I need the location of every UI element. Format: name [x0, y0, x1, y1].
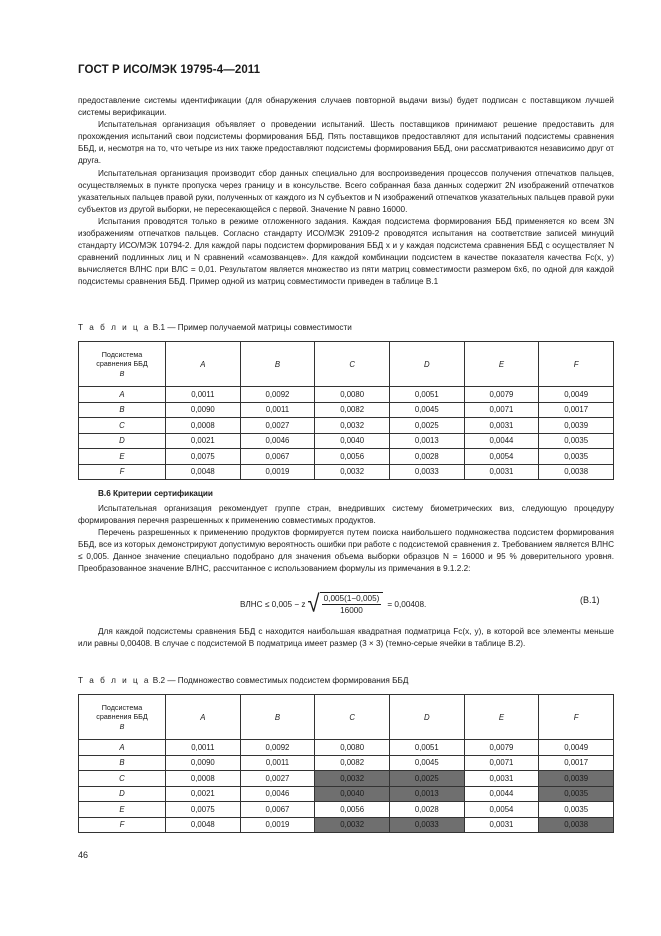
- table-cell: 0,0027: [240, 771, 315, 787]
- formula-number: (В.1): [580, 595, 600, 605]
- body-text-middle: [78, 503, 614, 576]
- column-header: C: [315, 342, 390, 387]
- table-cell: 0,0045: [389, 402, 464, 418]
- table-cell: 0,0071: [464, 402, 539, 418]
- table1-header-row: [79, 342, 614, 387]
- column-header: D: [389, 695, 464, 740]
- row-label: A: [79, 387, 166, 403]
- table-cell: 0,0082: [315, 402, 390, 418]
- row-label: C: [79, 418, 166, 434]
- document-header: ГОСТ Р ИСО/МЭК 19795-4—2011: [78, 64, 261, 76]
- row-label: D: [79, 786, 166, 802]
- table-cell: 0,0090: [166, 755, 241, 771]
- formula-denominator: 16000: [340, 606, 363, 615]
- row-label: F: [79, 817, 166, 833]
- table-cell: 0,0049: [539, 740, 614, 756]
- table-cell: 0,0035: [539, 802, 614, 818]
- table-row: [79, 802, 614, 818]
- table-cell: 0,0044: [464, 786, 539, 802]
- table-cell: 0,0038: [539, 817, 614, 833]
- table-cell: 0,0067: [240, 802, 315, 818]
- table-cell: 0,0080: [315, 740, 390, 756]
- table-cell: 0,0019: [240, 464, 315, 480]
- table2-caption: [78, 676, 408, 685]
- column-header: E: [464, 695, 539, 740]
- table-cell: 0,0035: [539, 433, 614, 449]
- table-cell: 0,0008: [166, 771, 241, 787]
- table-cell: 0,0027: [240, 418, 315, 434]
- table-cell: 0,0021: [166, 786, 241, 802]
- table-cell: 0,0044: [464, 433, 539, 449]
- paragraph: Испытательная организация объявляет о проведении испытаний. Шесть поставщиков принимают решение предоставить для прохождения испытаний свои подсистемы формирования ББД. Пять поставщиков предоставляют для испытаний подсистемы сравнения ББД, и, несмотря на то, что четыре из них также предоставляют подсистемы формирования ББД, они рассматриваются независимо друг от друга.: [78, 120, 614, 166]
- table-cell: 0,0011: [166, 387, 241, 403]
- compatible-subset-table: [78, 694, 614, 833]
- column-header: F: [539, 695, 614, 740]
- table-cell: 0,0046: [240, 786, 315, 802]
- table-cell: 0,0025: [389, 771, 464, 787]
- table-cell: 0,0038: [539, 464, 614, 480]
- table-cell: 0,0032: [315, 418, 390, 434]
- table-cell: 0,0028: [389, 449, 464, 465]
- table-cell: 0,0031: [464, 418, 539, 434]
- body-text-top: [78, 95, 614, 289]
- paragraph: Испытательная организация производит сбор данных специально для воспроизведения процессов получения отпечатков пальцев, осуществляемых в пункте пропуска через границу и в консульстве. Всего собранная база данных содержит 2N изображений отпечатков указательных пальцев правой руки, полученных от каждого из N субъектов и N изображений отпечатков указательных пальцев правой руки субъектов из другой выборки, не пересекающейся с первой. Значение N равно 16000.: [78, 168, 614, 214]
- table-cell: 0,0032: [315, 771, 390, 787]
- radical-sign-icon: √: [307, 589, 320, 618]
- table2-caption-prefix: Т а б л и ц а: [78, 676, 151, 685]
- column-header: A: [166, 342, 241, 387]
- table-cell: 0,0079: [464, 387, 539, 403]
- table-cell: 0,0039: [539, 418, 614, 434]
- table-cell: 0,0033: [389, 817, 464, 833]
- table-cell: 0,0032: [315, 817, 390, 833]
- corner-line-2: сравнения ББД: [96, 712, 148, 722]
- table1-caption-text: В.1 — Пример получаемой матрицы совместимости: [150, 323, 352, 332]
- table-cell: 0,0031: [464, 771, 539, 787]
- table-cell: 0,0008: [166, 418, 241, 434]
- table-cell: 0,0082: [315, 755, 390, 771]
- table-cell: 0,0013: [389, 433, 464, 449]
- table-cell: 0,0075: [166, 802, 241, 818]
- table-row: [79, 433, 614, 449]
- row-label: E: [79, 802, 166, 818]
- table-cell: 0,0031: [464, 464, 539, 480]
- table2-caption-text: В.2 — Подмножество совместимых подсистем формирования ББД: [150, 676, 409, 685]
- compatibility-table: [78, 341, 614, 480]
- table2-corner-cell: [79, 695, 166, 740]
- table1-caption-prefix: Т а б л и ц а: [78, 323, 151, 332]
- table-cell: 0,0028: [389, 802, 464, 818]
- table-cell: 0,0045: [389, 755, 464, 771]
- column-header: E: [464, 342, 539, 387]
- table-cell: 0,0040: [315, 786, 390, 802]
- table-row: [79, 464, 614, 480]
- table-cell: 0,0051: [389, 740, 464, 756]
- table-row: [79, 387, 614, 403]
- page-number: 46: [78, 850, 89, 860]
- table-row: [79, 817, 614, 833]
- table-cell: 0,0035: [539, 449, 614, 465]
- paragraph: Перечень разрешенных к применению продуктов формируется путем поиска наибольшего подмножества подсистем формирования ББД, все из которых демонстрируют допустимую вероятность ошибки при работе с подсистемой сравнения z. Требованием является ВЛНС ≤ 0,005. Данное значение специально подобрано для значения объема выборки образцов N = 16000 и 95 % доверительного уровня. Преобразованное значение ВЛНС, рассчитанное с использованием формулы из примечания в 9.1.2.2:: [78, 528, 614, 574]
- table-cell: 0,0035: [539, 786, 614, 802]
- table-cell: 0,0075: [166, 449, 241, 465]
- formula-fraction: [320, 592, 384, 616]
- table-cell: 0,0013: [389, 786, 464, 802]
- table-cell: 0,0092: [240, 387, 315, 403]
- row-label: B: [79, 402, 166, 418]
- table-cell: 0,0079: [464, 740, 539, 756]
- paragraph: Испытательная организация рекомендует группе стран, внедривших систему биометрических виз, следующую процедуру формирования перечня разрешенных к применению совместимых продуктов.: [78, 504, 614, 526]
- table-row: [79, 449, 614, 465]
- table-row: [79, 755, 614, 771]
- row-label: C: [79, 771, 166, 787]
- column-header: A: [166, 695, 241, 740]
- table-cell: 0,0021: [166, 433, 241, 449]
- table-cell: 0,0048: [166, 817, 241, 833]
- formula-rhs: = 0,00408.: [387, 599, 427, 609]
- table-cell: 0,0032: [315, 464, 390, 480]
- table-row: [79, 771, 614, 787]
- table-row: [79, 402, 614, 418]
- table-cell: 0,0019: [240, 817, 315, 833]
- table-cell: 0,0011: [166, 740, 241, 756]
- table-cell: 0,0033: [389, 464, 464, 480]
- row-label: E: [79, 449, 166, 465]
- table-cell: 0,0040: [315, 433, 390, 449]
- body-text-after-formula: [78, 626, 614, 650]
- corner-line-3: B: [119, 721, 125, 731]
- table-cell: 0,0067: [240, 449, 315, 465]
- table-cell: 0,0031: [464, 817, 539, 833]
- table-cell: 0,0046: [240, 433, 315, 449]
- formula-numerator: 0,005(1−0,005): [323, 594, 380, 603]
- table-cell: 0,0090: [166, 402, 241, 418]
- table-cell: 0,0017: [539, 402, 614, 418]
- section-heading: В.6 Критерии сертификации: [98, 489, 213, 498]
- row-label: A: [79, 740, 166, 756]
- table-row: [79, 786, 614, 802]
- row-label: B: [79, 755, 166, 771]
- corner-line-1: Подсистема: [101, 349, 143, 359]
- column-header: D: [389, 342, 464, 387]
- table-cell: 0,0056: [315, 449, 390, 465]
- table-cell: 0,0056: [315, 802, 390, 818]
- table-cell: 0,0048: [166, 464, 241, 480]
- table-row: [79, 740, 614, 756]
- column-header: B: [240, 342, 315, 387]
- row-label: D: [79, 433, 166, 449]
- table-cell: 0,0049: [539, 387, 614, 403]
- formula-b1: [240, 589, 427, 618]
- corner-line-3: B: [119, 368, 125, 378]
- table1-corner-cell: [79, 342, 166, 387]
- column-header: F: [539, 342, 614, 387]
- column-header: C: [315, 695, 390, 740]
- column-header: B: [240, 695, 315, 740]
- paragraph: Для каждой подсистемы сравнения ББД c находится наибольшая квадратная подматрица Fc(x, y), в которой все элементы меньше или равны 0,00408. В случае с подсистемой B подматрица имеет размер (3 × 3) (темно-серые ячейки в таблице В.2).: [78, 627, 614, 649]
- table-cell: 0,0011: [240, 402, 315, 418]
- table-cell: 0,0054: [464, 449, 539, 465]
- paragraph: предоставление системы идентификации (для обнаружения случаев повторной выдачи визы) будет подписан с поставщиком лучшей системы верификации.: [78, 96, 614, 118]
- table-cell: 0,0092: [240, 740, 315, 756]
- formula-sqrt: [307, 589, 384, 618]
- corner-line-2: сравнения ББД: [96, 359, 148, 369]
- corner-line-1: Подсистема: [101, 702, 143, 712]
- table-cell: 0,0011: [240, 755, 315, 771]
- table-cell: 0,0039: [539, 771, 614, 787]
- table-cell: 0,0071: [464, 755, 539, 771]
- table-cell: 0,0080: [315, 387, 390, 403]
- table2-header-row: [79, 695, 614, 740]
- formula-lhs: ВЛНС ≤ 0,005 − z: [240, 599, 306, 609]
- table-cell: 0,0051: [389, 387, 464, 403]
- table-cell: 0,0017: [539, 755, 614, 771]
- table-cell: 0,0054: [464, 802, 539, 818]
- table-cell: 0,0025: [389, 418, 464, 434]
- table-row: [79, 418, 614, 434]
- table1-caption: [78, 323, 352, 332]
- row-label: F: [79, 464, 166, 480]
- paragraph: Испытания проводятся только в режиме отложенного задания. Каждая подсистема формирования ББД применяется ко всем 3N изображениям отпечатков пальцев. Согласно стандарту ИСО/МЭК 29109-2 проводятся испытания на соответствие записей минуций стандарту ИСО/МЭК 10794-2. Для каждой пары подсистем формирования ББД x и y каждая подсистема сравнения ББД c осуществляет N сравнений подлинных лиц и N сравнений «самозванцев». Для каждой комбинации подсистем в качестве показателя качества Fc(x, y) вычисляется ВЛНС при ВЛС = 0,01. Результатом является множество из пяти матриц совместимости размером 6x6, по одной для каждой подсистемы сравнения ББД. Пример одной из матриц совместимости приведен в таблице В.1: [78, 216, 614, 287]
